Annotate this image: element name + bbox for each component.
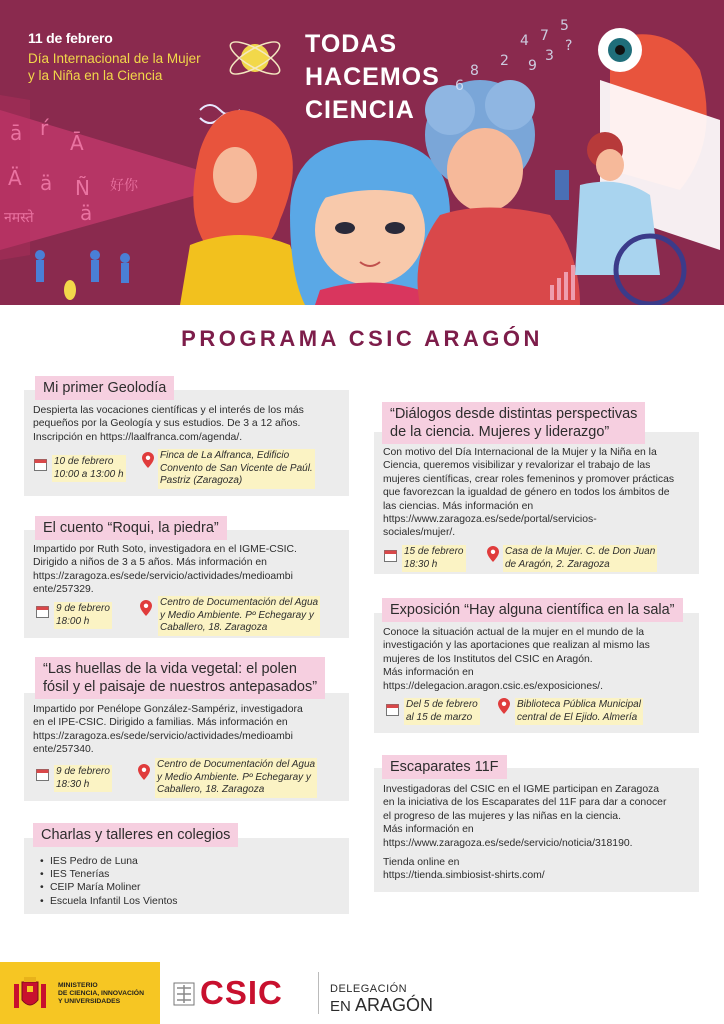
svg-text:Ñ: Ñ bbox=[75, 176, 90, 200]
event-title: Escaparates 11F bbox=[382, 755, 507, 779]
location-line: Caballero, 18. Zaragoza bbox=[157, 784, 265, 796]
svg-text:2: 2 bbox=[500, 53, 509, 69]
location-line: central de El Ejido. Almería bbox=[517, 711, 638, 723]
hero-subtitle-line: Día Internacional de la Mujer bbox=[28, 51, 201, 66]
hero-date: 11 de febrero bbox=[28, 30, 113, 46]
date-text: 10 de febrero bbox=[54, 456, 114, 467]
location-line: Caballero, 18. Zaragoza bbox=[160, 622, 268, 634]
hero-subtitle bbox=[28, 50, 228, 84]
text-line: las ciencias. Más información en bbox=[383, 500, 534, 512]
date-text: 9 de febrero bbox=[56, 766, 110, 777]
text-line[interactable]: https://tienda.simbiosist-shirts.com/ bbox=[383, 870, 545, 882]
text-line: que favorezcan la igualdad de género en todos los ámbitos de bbox=[383, 487, 670, 499]
ministry-line: DE CIENCIA, INNOVACIÓN bbox=[58, 990, 144, 998]
location-line: Biblioteca Pública Municipal bbox=[517, 699, 641, 710]
text-line: Dirigido a niños de 3 a 5 años. Más información en bbox=[33, 557, 267, 569]
event-description bbox=[33, 404, 343, 444]
text-line: Conoce la situación actual de la mujer en el mundo de la bbox=[383, 627, 645, 638]
location-pin-icon bbox=[142, 452, 154, 468]
event-title: El cuento “Roqui, la piedra” bbox=[35, 516, 227, 540]
title-line: “Diálogos desde distintas perspectivas bbox=[390, 406, 638, 422]
calendar-icon bbox=[34, 458, 47, 471]
delegation-en: EN bbox=[330, 998, 351, 1015]
title-line: “Las huellas de la vida vegetal: el polen bbox=[43, 661, 297, 677]
text-line[interactable]: https://delegacion.aragon.csic.es/exposiciones/. bbox=[383, 680, 604, 692]
svg-text:नमस्ते: नमस्ते bbox=[4, 210, 34, 226]
svg-text:ŕ: ŕ bbox=[40, 116, 49, 140]
calendar-icon bbox=[36, 605, 49, 618]
program-title: PROGRAMA CSIC ARAGÓN bbox=[181, 326, 543, 351]
calendar-icon bbox=[36, 768, 49, 781]
text-line[interactable]: https://www.zaragoza.es/sede/portal/servicios- bbox=[383, 514, 597, 526]
location-line: Centro de Documentación del Agua bbox=[160, 597, 319, 608]
event-description bbox=[33, 703, 343, 757]
event-title: Exposición “Hay alguna científica en la sala” bbox=[382, 598, 683, 622]
text-line: el progreso de las mujeres y las niñas en la ciencia. bbox=[383, 810, 621, 822]
text-line: pequeños por la Geología y sus estudios. De 3 a 12 años. bbox=[33, 418, 301, 430]
event-location bbox=[158, 449, 315, 489]
date-text: al 15 de marzo bbox=[406, 711, 473, 723]
svg-text:4: 4 bbox=[520, 33, 529, 49]
event-location bbox=[158, 596, 320, 636]
footer bbox=[0, 962, 724, 1024]
text-line: en la iniciativa de los Escaparates del 11F para dar a conocer bbox=[383, 797, 667, 809]
list-item: • IES Pedro de Luna bbox=[40, 855, 340, 868]
location-line: Casa de la Mujer. C. de Don Juan bbox=[505, 546, 656, 557]
date-text: Del 5 de febrero bbox=[406, 699, 478, 710]
time-text: 10:00 a 13:00 h bbox=[54, 468, 124, 480]
text-line: en el IPE-CSIC. Dirigido a familias. Más información en bbox=[33, 717, 288, 729]
event-location bbox=[515, 698, 643, 725]
text-line: Ciencia, queremos visibilizar y revalorizar el trabajo de las bbox=[383, 460, 651, 472]
svg-text:ä: ä bbox=[80, 201, 93, 225]
list-item: • IES Tenerías bbox=[40, 868, 340, 881]
hero-subtitle-line: y la Niña en la Ciencia bbox=[28, 68, 163, 83]
location-line: Finca de La Alfranca, Edificio bbox=[160, 450, 290, 461]
text-line[interactable]: https://zaragoza.es/sede/servicio/actividades/medioambi bbox=[33, 730, 293, 742]
location-pin-icon bbox=[140, 600, 152, 616]
text-line: Tienda online en bbox=[383, 857, 460, 869]
svg-text:Ä: Ä bbox=[8, 166, 22, 190]
hero-title-line: HACEMOS bbox=[305, 63, 440, 91]
ministry-logo-block bbox=[0, 962, 160, 1024]
calendar-icon bbox=[384, 549, 397, 562]
text-line: Con motivo del Día Internacional de la Mujer y la Niña en la bbox=[383, 447, 657, 458]
event-description bbox=[383, 446, 693, 540]
list-item: • CEIP María Moliner bbox=[40, 881, 340, 894]
location-pin-icon bbox=[498, 698, 510, 714]
svg-text:ä: ä bbox=[40, 171, 53, 195]
text-line: Más información en bbox=[383, 667, 474, 679]
location-pin-icon bbox=[138, 764, 150, 780]
text-line[interactable]: sociales/mujer/. bbox=[383, 527, 456, 539]
event-datetime bbox=[404, 698, 480, 725]
location-line: y Medio Ambiente. Pº Echegaray y bbox=[157, 771, 311, 783]
event-title: Charlas y talleres en colegios bbox=[33, 823, 238, 847]
delegation-region bbox=[330, 995, 433, 1016]
date-text: 9 de febrero bbox=[56, 603, 110, 614]
title-line: fósil y el paisaje de nuestros antepasados” bbox=[43, 679, 318, 695]
svg-text:好你: 好你 bbox=[110, 178, 138, 194]
spain-coat-of-arms-icon bbox=[10, 974, 50, 1014]
time-text: 18:30 h bbox=[404, 558, 438, 570]
text-line[interactable]: https://www.zaragoza.es/sede/servicio/noticia/318190. bbox=[383, 837, 633, 849]
event-title: Mi primer Geolodía bbox=[35, 376, 174, 400]
hero-title-line: CIENCIA bbox=[305, 96, 415, 124]
text-line: mujeres científicas, crear roles femeninos y promover prácticas bbox=[383, 473, 675, 485]
svg-text:?: ? bbox=[565, 38, 573, 54]
text-line: Impartido por Ruth Soto, investigadora en el IGME-CSIC. bbox=[33, 544, 297, 555]
event-description bbox=[383, 783, 695, 883]
svg-text:5: 5 bbox=[560, 18, 569, 34]
hero-title-line: TODAS bbox=[305, 30, 398, 58]
svg-text:9: 9 bbox=[528, 58, 537, 74]
text-line[interactable]: Inscripción en https://laalfranca.com/agenda/. bbox=[33, 431, 243, 443]
time-text: 18:00 h bbox=[56, 615, 90, 627]
event-description bbox=[33, 543, 343, 597]
event-location bbox=[503, 545, 657, 572]
text-line: Investigadoras del CSIC en el IGME participan en Zaragoza bbox=[383, 784, 660, 795]
footer-divider bbox=[318, 972, 319, 1014]
title-line: de la ciencia. Mujeres y liderazgo” bbox=[390, 424, 610, 440]
ministry-line: MINISTERIO bbox=[58, 982, 98, 989]
text-line: mujeres de los Institutos del CSIC en Aragón. bbox=[383, 653, 593, 665]
svg-text:7: 7 bbox=[540, 28, 549, 44]
event-datetime bbox=[54, 602, 112, 629]
event-datetime bbox=[54, 765, 112, 792]
text-line: Despierta las vocaciones científicas y el interés de los más bbox=[33, 405, 304, 416]
svg-text:ā: ā bbox=[10, 121, 23, 145]
text-line[interactable]: ente/257329. bbox=[33, 584, 94, 596]
date-text: 15 de febrero bbox=[404, 546, 464, 557]
svg-text:Ā: Ā bbox=[70, 131, 84, 155]
hero-banner bbox=[0, 0, 724, 305]
text-line: Impartido por Penélope González-Sampériz, investigadora bbox=[33, 704, 303, 715]
hero-title bbox=[305, 28, 455, 127]
text-line[interactable]: https://zaragoza.es/sede/servicio/actividades/medioambi bbox=[33, 570, 293, 582]
ministry-line: Y UNIVERSIDADES bbox=[58, 998, 121, 1006]
schools-list bbox=[40, 855, 340, 908]
text-line: investigación y las aportaciones que realizan al mismo las bbox=[383, 640, 650, 652]
location-line: de Aragón, 2. Zaragoza bbox=[505, 558, 610, 570]
event-datetime bbox=[402, 545, 466, 572]
text-line: Más información en bbox=[383, 824, 474, 836]
calendar-icon bbox=[386, 703, 399, 716]
svg-text:8: 8 bbox=[470, 63, 479, 79]
text-line[interactable]: ente/257340. bbox=[33, 744, 94, 756]
location-pin-icon bbox=[487, 546, 499, 562]
event-location bbox=[155, 758, 317, 798]
list-item: • Escuela Infantil Los Vientos bbox=[40, 895, 340, 908]
location-line: Convento de San Vicente de Paúl. bbox=[160, 462, 313, 474]
location-line: Pastriz (Zaragoza) bbox=[160, 475, 243, 487]
event-title bbox=[35, 657, 325, 699]
event-title bbox=[382, 402, 645, 444]
svg-text:6: 6 bbox=[455, 78, 464, 94]
event-description bbox=[383, 626, 693, 693]
ministry-name bbox=[58, 982, 158, 1007]
event-datetime bbox=[52, 455, 126, 482]
svg-text:3: 3 bbox=[545, 48, 554, 64]
csic-logo: CSIC bbox=[200, 974, 283, 1011]
location-line: y Medio Ambiente. Pº Echegaray y bbox=[160, 609, 314, 621]
time-text: 18:30 h bbox=[56, 778, 90, 790]
delegation-label: DELEGACIÓN bbox=[330, 983, 408, 995]
csic-emblem-icon bbox=[173, 982, 195, 1006]
location-line: Centro de Documentación del Agua bbox=[157, 759, 316, 770]
delegation-aragon: ARAGÓN bbox=[355, 995, 434, 1015]
